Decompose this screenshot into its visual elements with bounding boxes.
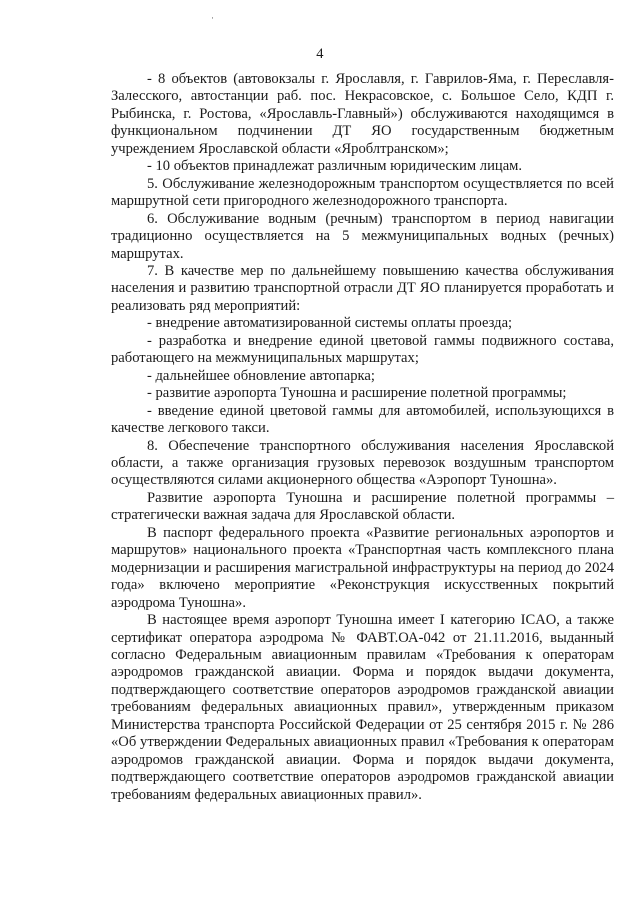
paragraph-water-transport: 6. Обслуживание водным (речным) транспортом в период навигации традиционно осуществляется на 5 межмуниципальных водных (речных) маршрутах. xyxy=(111,210,614,262)
paragraph-legal-entities: - 10 объектов принадлежат различным юридическим лицам. xyxy=(147,158,523,175)
list-item-color-scheme-fleet: - разработка и внедрение единой цветовой гаммы подвижного состава, работающего на межмуниципальных маршрутах; xyxy=(111,332,614,367)
paragraph-federal-project: В паспорт федерального проекта «Развитие региональных аэропортов и маршрутов» национального проекта «Транспортная часть комплексного плана модернизации и расширения магистральной инфраструктуры на период до 2024 года» включено мероприятие «Реконструкция искусственных покрытий аэродрома Туношна». xyxy=(111,524,614,611)
list-item-airport-development: - развитие аэропорта Туношна и расширение полетной программы; xyxy=(147,385,567,402)
paragraph-strategic-task: Развитие аэропорта Туношна и расширение полетной программы – стратегически важная задача для Ярославской области. xyxy=(111,489,614,524)
scan-speck: · xyxy=(211,13,214,23)
document-body xyxy=(111,71,614,804)
page-number: 4 xyxy=(316,46,324,62)
paragraph-improvement-measures: 7. В качестве мер по дальнейшему повышению качества обслуживания населения и развитию транспортной отрасли ДТ ЯО планируется проработать и реализовать ряд мероприятий: xyxy=(111,262,614,314)
list-item-payment-system: - внедрение автоматизированной системы оплаты проезда; xyxy=(147,315,513,332)
paragraph-icao-certificate: В настоящее время аэропорт Туношна имеет I категорию ICAO, а также сертификат оператора аэродрома № ФАВТ.ОА-042 от 21.11.2016, выданный согласно Федеральным авиационным правилам «Требования к операторам аэродромов гражданской авиации. Форма и порядок выдачи документа, подтверждающего соответствие операторов аэродромов гражданской авиации требованиям федеральных авиационных правил», утвержденным приказом Министерства транспорта Российской Федерации от 25 сентября 2015 г. № 286 «Об утверждении Федеральных авиационных правил «Требования к операторам аэродромов гражданской авиации. Форма и порядок выдачи документа, подтверждающего соответствие операторов аэродромов гражданской авиации требованиям федеральных авиационных правил». xyxy=(111,612,614,803)
list-item-taxi-color-scheme: - введение единой цветовой гаммы для автомобилей, использующихся в качестве легкового такси. xyxy=(111,402,614,437)
list-item-fleet-renewal: - дальнейшее обновление автопарка; xyxy=(147,367,375,384)
paragraph-bus-stations-list: - 8 объектов (автовокзалы г. Ярославля, г. Гаврилов-Яма, г. Переславля-Залесского, автостанции раб. пос. Некрасовское, с. Большое Село, КДП г. Рыбинска, г. Ростова, «Ярославль-Главный») обслуживаются находящимся в функциональном подчинении ДТ ЯО государственным бюджетным учреждением Ярославской области «Яроблтранском»; xyxy=(111,71,614,157)
paragraph-air-transport: 8. Обеспечение транспортного обслуживания населения Ярославской области, а также организация грузовых перевозок воздушным транспортом осуществляются силами акционерного общества «Аэропорт Туношна». xyxy=(111,437,614,489)
paragraph-railway-service: 5. Обслуживание железнодорожным транспортом осуществляется по всей маршрутной сети пригородного железнодорожного транспорта. xyxy=(111,175,614,210)
